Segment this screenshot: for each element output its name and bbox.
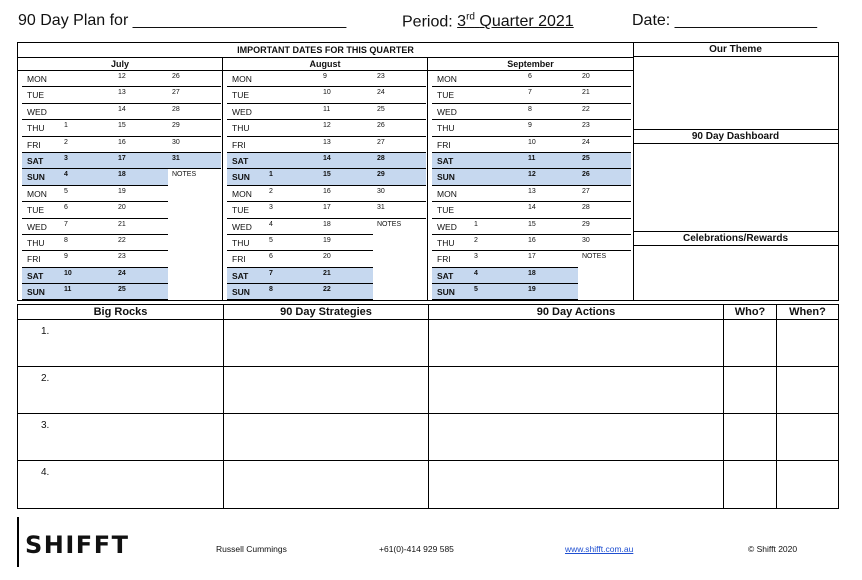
- date-cell[interactable]: 6: [64, 204, 68, 212]
- date-cell[interactable]: 14: [118, 105, 126, 113]
- date-cell[interactable]: [168, 251, 221, 267]
- weekday-label: WED: [27, 221, 47, 232]
- date-cell[interactable]: 9: [64, 253, 68, 261]
- date-cell[interactable]: 23: [118, 253, 126, 261]
- date-cell[interactable]: 29: [582, 220, 590, 228]
- dashboard-box[interactable]: [633, 130, 838, 232]
- calendar-row: [432, 235, 631, 251]
- date-cell[interactable]: 11: [60, 284, 114, 300]
- date-cell[interactable]: 3: [60, 153, 114, 169]
- date-cell[interactable]: 12: [323, 122, 331, 130]
- strategies-header: 90 Day Strategies: [224, 305, 428, 320]
- month-july: [18, 58, 223, 301]
- date-cell[interactable]: 26: [377, 122, 385, 130]
- date-cell[interactable]: [470, 153, 524, 169]
- date-cell[interactable]: 28: [172, 105, 180, 113]
- date-cell[interactable]: 1: [265, 169, 319, 185]
- calendar-row: [22, 104, 221, 120]
- footer-name: Russell Cummings: [216, 544, 287, 554]
- weekday-label: THU: [437, 237, 455, 248]
- month-rows: [22, 71, 221, 300]
- date-cell[interactable]: [265, 71, 319, 87]
- date-cell[interactable]: 24: [114, 268, 168, 284]
- date-cell[interactable]: 20: [323, 253, 331, 261]
- calendar-row: [22, 251, 221, 267]
- row-rule: [432, 299, 578, 300]
- date-cell[interactable]: [470, 202, 524, 218]
- weekday-label: WED: [437, 221, 457, 232]
- weekday-label: MON: [437, 188, 457, 199]
- notes-label: NOTES: [582, 253, 607, 261]
- date-cell[interactable]: 15: [528, 220, 536, 228]
- date-cell[interactable]: 16: [118, 138, 126, 146]
- date-cell[interactable]: 29: [172, 122, 180, 130]
- date-cell[interactable]: [373, 268, 426, 284]
- weekday-label: TUE: [27, 205, 44, 216]
- calendar-row: [432, 186, 631, 202]
- calendar-row: [22, 284, 221, 300]
- weekday-label: MON: [437, 74, 457, 84]
- actions-header: 90 Day Actions: [429, 305, 723, 320]
- date-cell[interactable]: 8: [64, 236, 68, 244]
- date-cell[interactable]: 1: [64, 122, 68, 130]
- row-rule: [227, 299, 373, 300]
- date-cell[interactable]: [265, 87, 319, 103]
- weekday-label: FRI: [27, 139, 41, 150]
- shifft-logo: SHIFFT: [25, 531, 130, 559]
- when-cell[interactable]: [777, 367, 838, 414]
- weekday-label: WED: [437, 106, 457, 117]
- strategy-cell[interactable]: [224, 414, 428, 461]
- date-cell[interactable]: 2: [474, 236, 478, 244]
- calendar-row: [22, 87, 221, 103]
- month-september: [428, 58, 634, 301]
- row-number: 3.: [41, 420, 50, 431]
- calendar-row: [227, 137, 426, 153]
- date-cell[interactable]: 10: [323, 89, 331, 97]
- date-cell[interactable]: 24: [377, 89, 385, 97]
- weekday-label: SAT: [432, 153, 470, 169]
- calendar-row: [227, 186, 426, 202]
- date-cell[interactable]: 3: [269, 204, 273, 212]
- weekday-label: MON: [27, 74, 47, 84]
- weekday-label: THU: [27, 237, 45, 248]
- weekday-label: TUE: [437, 205, 454, 216]
- month-title: August: [223, 58, 427, 71]
- weekday-label: SUN: [22, 284, 60, 300]
- calendar-row: [22, 235, 221, 251]
- date-cell[interactable]: 19: [524, 284, 578, 300]
- big-rock-row[interactable]: [18, 461, 223, 508]
- weekday-label: WED: [27, 106, 47, 117]
- date-cell[interactable]: 25: [578, 153, 631, 169]
- date-cell[interactable]: 7: [528, 89, 532, 97]
- notes-label: NOTES: [172, 171, 197, 179]
- calendar-row: [22, 169, 221, 185]
- big-rock-row[interactable]: [18, 414, 223, 461]
- action-cell[interactable]: [429, 461, 723, 508]
- date-cell[interactable]: [578, 268, 631, 284]
- date-cell[interactable]: 18: [323, 220, 331, 228]
- month-title: July: [18, 58, 222, 71]
- strategy-cell[interactable]: [224, 461, 428, 508]
- date-cell[interactable]: 13: [118, 89, 126, 97]
- date-cell[interactable]: 17: [323, 204, 331, 212]
- calendar-row: [227, 104, 426, 120]
- calendar-section: [17, 42, 839, 301]
- date-cell[interactable]: 4: [60, 169, 114, 185]
- when-header: When?: [777, 305, 838, 320]
- our-theme-title: Our Theme: [633, 43, 838, 57]
- date-cell[interactable]: 27: [582, 187, 590, 195]
- who-header: Who?: [724, 305, 776, 320]
- action-cell[interactable]: [429, 367, 723, 414]
- date-cell[interactable]: [470, 87, 524, 103]
- date-cell[interactable]: 31: [168, 153, 221, 169]
- date-cell[interactable]: [470, 186, 524, 202]
- weekday-label: FRI: [232, 139, 246, 150]
- weekday-label: SUN: [432, 169, 470, 185]
- date-cell[interactable]: [168, 202, 221, 218]
- when-cell[interactable]: [777, 320, 838, 367]
- date-cell[interactable]: 13: [323, 138, 331, 146]
- date-cell[interactable]: 5: [64, 187, 68, 195]
- date-cell[interactable]: [168, 186, 221, 202]
- celebrations-title: Celebrations/Rewards: [633, 232, 838, 246]
- date-cell[interactable]: 3: [474, 253, 478, 261]
- big-rock-row[interactable]: [18, 367, 223, 414]
- calendar-row: [432, 251, 631, 267]
- date-cell[interactable]: 7: [265, 268, 319, 284]
- date-cell[interactable]: [168, 219, 221, 235]
- weekday-label: FRI: [437, 254, 451, 265]
- calendar-row: [22, 120, 221, 136]
- calendar-row: [432, 104, 631, 120]
- weekday-label: MON: [232, 188, 252, 199]
- big-rock-row[interactable]: [18, 320, 223, 367]
- date-cell[interactable]: 19: [323, 236, 331, 244]
- date-cell[interactable]: 28: [582, 204, 590, 212]
- date-cell[interactable]: [265, 120, 319, 136]
- row-number: 1.: [41, 326, 50, 337]
- calendar-row: [22, 219, 221, 235]
- date-cell[interactable]: 8: [265, 284, 319, 300]
- calendar-row: [227, 235, 426, 251]
- big-rocks-header: Big Rocks: [18, 305, 223, 320]
- date-cell[interactable]: [373, 235, 426, 251]
- calendar-row: [227, 251, 426, 267]
- date-cell[interactable]: 25: [377, 105, 385, 113]
- weekday-label: WED: [232, 106, 252, 117]
- date-cell[interactable]: 19: [118, 187, 126, 195]
- date-cell[interactable]: 15: [319, 169, 373, 185]
- date-cell[interactable]: 30: [172, 138, 180, 146]
- calendar-row: [432, 169, 631, 185]
- date-cell[interactable]: 2: [64, 138, 68, 146]
- date-cell[interactable]: 10: [528, 138, 536, 146]
- weekday-label: FRI: [232, 254, 246, 265]
- weekday-label: MON: [232, 74, 252, 84]
- date-cell[interactable]: 14: [528, 204, 536, 212]
- calendar-row: [432, 268, 631, 284]
- calendar-row: [227, 219, 426, 235]
- strategies-column: [224, 305, 429, 508]
- date-cell[interactable]: [168, 284, 221, 300]
- date-cell[interactable]: 23: [377, 73, 385, 80]
- date-cell[interactable]: 18: [114, 169, 168, 185]
- date-cell[interactable]: 5: [269, 236, 273, 244]
- month-august: [223, 58, 428, 301]
- weekday-label: THU: [232, 237, 250, 248]
- weekday-label: SUN: [227, 169, 265, 185]
- calendar-row: [227, 153, 426, 169]
- weekday-label: SAT: [227, 153, 265, 169]
- date-cell[interactable]: 16: [323, 187, 331, 195]
- weekday-label: TUE: [232, 90, 249, 101]
- plan-for-label: 90 Day Plan for ________________________: [18, 12, 347, 29]
- date-cell[interactable]: 7: [64, 220, 68, 228]
- calendar-row: [227, 268, 426, 284]
- date-cell[interactable]: 9: [323, 73, 327, 80]
- weekday-label: SUN: [22, 169, 60, 185]
- calendar-row: [432, 120, 631, 136]
- calendar-row: [432, 137, 631, 153]
- footer-copyright: © Shifft 2020: [748, 544, 798, 554]
- row-rule: [22, 299, 168, 300]
- weekday-label: SAT: [227, 268, 265, 284]
- calendar-row: [22, 153, 221, 169]
- calendar-row: [22, 137, 221, 153]
- calendar-row: [227, 284, 426, 300]
- date-cell[interactable]: 30: [582, 236, 590, 244]
- calendar-row: [227, 169, 426, 185]
- calendar-row: [227, 71, 426, 87]
- date-cell[interactable]: 22: [582, 105, 590, 113]
- weekday-label: MON: [27, 188, 47, 199]
- footer-website-link[interactable]: www.shifft.com.au: [565, 544, 634, 554]
- date-cell[interactable]: 17: [114, 153, 168, 169]
- weekday-label: SAT: [432, 268, 470, 284]
- date-cell[interactable]: [60, 87, 114, 103]
- planning-section: [17, 304, 839, 509]
- date-cell[interactable]: 20: [118, 204, 126, 212]
- date-cell[interactable]: 31: [377, 204, 385, 212]
- date-cell[interactable]: [470, 137, 524, 153]
- date-cell[interactable]: 27: [377, 138, 385, 146]
- date-cell[interactable]: 30: [377, 187, 385, 195]
- date-cell[interactable]: 5: [470, 284, 524, 300]
- dashboard-title: 90 Day Dashboard: [633, 130, 838, 144]
- date-cell[interactable]: [60, 104, 114, 120]
- weekday-label: THU: [27, 123, 45, 134]
- date-cell[interactable]: 22: [118, 236, 126, 244]
- date-cell[interactable]: 13: [528, 187, 536, 195]
- row-number: 2.: [41, 373, 50, 384]
- weekday-label: THU: [437, 123, 455, 134]
- date-label: Date: ________________: [632, 12, 818, 29]
- weekday-label: WED: [232, 221, 252, 232]
- date-cell[interactable]: 21: [319, 268, 373, 284]
- calendar-row: [227, 120, 426, 136]
- when-cell[interactable]: [777, 461, 838, 508]
- date-cell[interactable]: 6: [269, 253, 273, 261]
- calendar-row: [432, 219, 631, 235]
- date-cell[interactable]: [578, 284, 631, 300]
- date-cell[interactable]: 24: [582, 138, 590, 146]
- who-column: [724, 305, 777, 508]
- date-cell[interactable]: [470, 104, 524, 120]
- date-cell[interactable]: 10: [60, 268, 114, 284]
- weekday-label: THU: [232, 123, 250, 134]
- calendar-row: [22, 202, 221, 218]
- date-cell[interactable]: 26: [172, 73, 180, 80]
- weekday-label: TUE: [232, 205, 249, 216]
- who-cell[interactable]: [724, 320, 776, 367]
- weekday-label: SAT: [22, 268, 60, 284]
- calendar-row: [227, 87, 426, 103]
- calendar-row: [227, 202, 426, 218]
- date-cell[interactable]: 21: [118, 220, 126, 228]
- month-rows: [432, 71, 631, 300]
- date-cell[interactable]: [265, 137, 319, 153]
- date-cell[interactable]: 15: [118, 122, 126, 130]
- date-cell[interactable]: 23: [582, 122, 590, 130]
- date-cell[interactable]: 21: [582, 89, 590, 97]
- date-cell[interactable]: 26: [578, 169, 631, 185]
- calendar-row: [432, 71, 631, 87]
- action-cell[interactable]: [429, 320, 723, 367]
- when-cell[interactable]: [777, 414, 838, 461]
- calendar-row: [432, 202, 631, 218]
- month-rows: [227, 71, 426, 300]
- date-cell[interactable]: 2: [269, 187, 273, 195]
- calendar-row: [22, 71, 221, 87]
- date-cell[interactable]: [168, 268, 221, 284]
- calendar-row: [432, 87, 631, 103]
- date-cell[interactable]: 11: [524, 153, 578, 169]
- date-cell[interactable]: [373, 284, 426, 300]
- month-title: September: [428, 58, 633, 71]
- weekday-label: FRI: [27, 254, 41, 265]
- actions-column: [429, 305, 724, 508]
- date-cell[interactable]: [470, 71, 524, 87]
- notes-label: NOTES: [377, 220, 402, 228]
- date-cell[interactable]: 16: [528, 236, 536, 244]
- date-cell[interactable]: [265, 104, 319, 120]
- action-cell[interactable]: [429, 414, 723, 461]
- weekday-label: TUE: [437, 90, 454, 101]
- calendar-row: [22, 268, 221, 284]
- weekday-label: SUN: [227, 284, 265, 300]
- weekday-label: FRI: [437, 139, 451, 150]
- big-rocks-column: [18, 305, 224, 508]
- when-column: [777, 305, 838, 508]
- date-cell[interactable]: 6: [528, 73, 532, 80]
- row-number: 4.: [41, 467, 50, 478]
- date-cell[interactable]: [470, 120, 524, 136]
- date-cell[interactable]: 11: [323, 105, 331, 113]
- our-theme-box[interactable]: [633, 43, 838, 130]
- calendar-row: [22, 186, 221, 202]
- period-value: 3rd Quarter 2021: [457, 12, 574, 31]
- date-cell[interactable]: 18: [524, 268, 578, 284]
- footer-phone: +61(0)-414 929 585: [379, 544, 454, 554]
- date-cell[interactable]: [470, 169, 524, 185]
- date-cell[interactable]: 20: [582, 73, 590, 80]
- who-cell[interactable]: [724, 461, 776, 508]
- weekday-label: TUE: [27, 90, 44, 101]
- weekday-label: SUN: [432, 284, 470, 300]
- date-cell[interactable]: 29: [373, 169, 426, 185]
- date-cell[interactable]: 1: [474, 220, 478, 228]
- strategy-cell[interactable]: [224, 320, 428, 367]
- important-dates-banner: IMPORTANT DATES FOR THIS QUARTER: [18, 43, 634, 58]
- date-cell[interactable]: 12: [118, 73, 126, 80]
- date-cell[interactable]: [373, 251, 426, 267]
- date-cell[interactable]: 8: [528, 105, 532, 113]
- date-cell[interactable]: 28: [373, 153, 426, 169]
- who-cell[interactable]: [724, 414, 776, 461]
- strategy-cell[interactable]: [224, 367, 428, 414]
- footer-divider: [17, 517, 19, 567]
- calendar-row: [432, 153, 631, 169]
- date-cell[interactable]: [168, 235, 221, 251]
- date-cell[interactable]: [60, 71, 114, 87]
- date-cell[interactable]: [265, 153, 319, 169]
- page-footer: [17, 517, 839, 567]
- date-cell[interactable]: 9: [528, 122, 532, 130]
- date-cell[interactable]: 4: [269, 220, 273, 228]
- date-cell[interactable]: 14: [319, 153, 373, 169]
- date-cell[interactable]: 22: [319, 284, 373, 300]
- period-label: Period: 3rd Quarter 2021: [402, 12, 574, 31]
- weekday-label: SAT: [22, 153, 60, 169]
- who-cell[interactable]: [724, 367, 776, 414]
- calendar-row: [432, 284, 631, 300]
- date-cell[interactable]: 17: [528, 253, 536, 261]
- date-cell[interactable]: 4: [470, 268, 524, 284]
- date-cell[interactable]: 12: [524, 169, 578, 185]
- date-cell[interactable]: 27: [172, 89, 180, 97]
- celebrations-box[interactable]: [633, 232, 838, 302]
- date-cell[interactable]: 25: [114, 284, 168, 300]
- page-header: [18, 12, 838, 36]
